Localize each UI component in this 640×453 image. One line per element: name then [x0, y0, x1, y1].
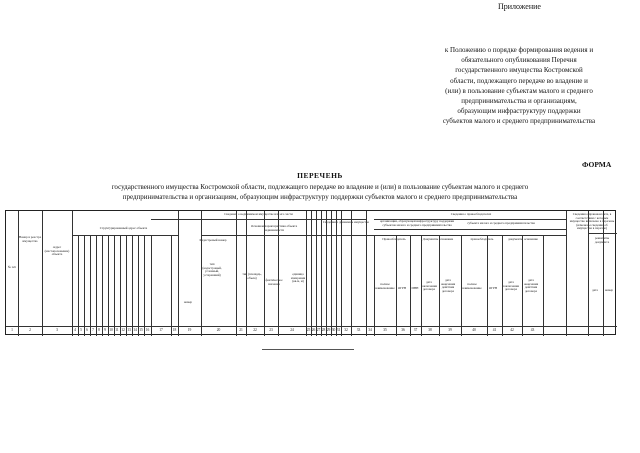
- sub-header: дата заключения договора: [503, 280, 519, 292]
- table-column-rule: [78, 235, 79, 336]
- sub-header: дата заключения договора: [421, 280, 437, 292]
- appendix-text: [414, 45, 624, 127]
- header-legal-act: Сведения о правовом акте, в соответствии с которым имущество включено в перечень (изменены сведения об имуществе в перечне): [569, 212, 615, 231]
- column-number: 23: [269, 328, 273, 332]
- table-column-rule: [410, 235, 411, 336]
- column-number: 13: [127, 328, 131, 332]
- sub-header: тип (площадь, объем): [242, 272, 262, 280]
- column-number: 4: [74, 328, 76, 332]
- header-address: Адрес (местоположение) объекта: [44, 245, 70, 257]
- appendix-line: обязательного опубликования Перечня: [461, 56, 577, 65]
- table-column-rule: [72, 211, 73, 336]
- column-number: 35: [383, 328, 387, 332]
- appendix-line: образующим инфраструктуру поддержки: [457, 107, 581, 116]
- table-row-rule: [201, 235, 566, 236]
- sub-header: единица измерения (кв.м, м): [290, 272, 306, 284]
- column-number: 2: [29, 328, 31, 332]
- table-column-rule: [461, 235, 462, 336]
- header-characteristics: Основная характеристика объекта недвижимости: [250, 224, 298, 232]
- column-number: 11: [115, 328, 119, 332]
- table-column-rule: [351, 211, 352, 336]
- column-number: 24: [290, 328, 294, 332]
- column-number: 43: [530, 328, 535, 332]
- table-column-rule: [126, 235, 127, 336]
- sub-header: номер: [183, 300, 193, 304]
- sub-header: полное наименование: [375, 282, 395, 290]
- column-number: 40: [472, 328, 476, 332]
- document-heading: [0, 171, 640, 203]
- column-number: 17: [159, 328, 163, 332]
- table-row-rule: [151, 219, 366, 220]
- column-number: 38: [428, 328, 432, 332]
- sub-header: ОГРН: [397, 286, 407, 290]
- table-column-rule: [316, 211, 317, 336]
- column-number: 31: [336, 328, 341, 332]
- sub-header: номер: [604, 288, 614, 292]
- header-holder-2: правообладатель: [470, 237, 494, 241]
- column-number: 25: [306, 328, 311, 332]
- column-number: 16: [145, 328, 150, 332]
- appendix-line: государственного имущества Костромской: [455, 66, 583, 75]
- appendix-line: к Положению о порядке формирования ведения и: [444, 46, 594, 54]
- header-index: № п/п: [7, 265, 17, 269]
- column-number: 5: [80, 328, 82, 332]
- table-row-rule: [72, 235, 178, 236]
- table-column-rule: [246, 211, 247, 336]
- table-column-rule: [566, 211, 567, 336]
- table-column-rule: [201, 211, 202, 336]
- column-number: 21: [239, 328, 243, 332]
- appendix-title: Приложение: [498, 2, 541, 11]
- header-movable: Сведения о движимом имуществе: [322, 220, 370, 224]
- column-number: 42: [510, 328, 514, 332]
- appendix-line: области, подлежащего передаче во владение и: [450, 76, 588, 85]
- column-number: 18: [172, 328, 177, 332]
- table-column-rule: [366, 211, 367, 336]
- table-column-rule: [588, 211, 589, 336]
- sub-header: полное наименование: [462, 282, 482, 290]
- table-column-rule: [374, 235, 375, 336]
- header-holder-1: Правообладатель: [382, 237, 406, 241]
- table-column-rule: [336, 211, 337, 336]
- column-number: 1: [11, 328, 13, 332]
- table-column-rule: [96, 235, 97, 336]
- column-number: 9: [104, 328, 106, 332]
- table-column-rule: [171, 235, 172, 336]
- table-column-rule: [42, 211, 43, 336]
- table-column-rule: [543, 235, 544, 336]
- header-docs-2: документы основание: [508, 237, 538, 241]
- document-subtitle-line: государственного имущества Костромской области, подлежащего передаче во владение и (или) в пользование субъектам малого и среднего: [111, 182, 529, 191]
- column-number: 22: [253, 328, 257, 332]
- header-infra-org: организации, образующей инфраструктуру поддержки субъектов малого и среднего предпринимательства: [379, 219, 455, 227]
- table-column-rule: [502, 235, 503, 336]
- column-number: 12: [121, 328, 125, 332]
- table-column-rule: [341, 211, 342, 336]
- column-number: 30: [331, 328, 336, 332]
- table-column-rule: [306, 211, 307, 336]
- table-column-rule: [90, 235, 91, 336]
- column-number: 27: [316, 328, 321, 332]
- table-column-rule: [421, 235, 422, 336]
- table-column-rule: [132, 235, 133, 336]
- header-address-group: Структурированный адрес объекта: [99, 226, 148, 230]
- sub-header: дата: [592, 288, 598, 292]
- table-column-rule: [108, 235, 109, 336]
- table-column-rule: [321, 211, 322, 336]
- table-column-rule: [120, 235, 121, 336]
- appendix-line: (или) в пользование субъектам малого и среднего: [445, 86, 593, 95]
- table-column-rule: [178, 211, 179, 336]
- column-number: 33: [356, 328, 361, 332]
- table-column-rule: [114, 235, 115, 336]
- table-column-rule: [522, 235, 523, 336]
- column-number: 29: [326, 328, 331, 332]
- table-column-rule: [151, 235, 152, 336]
- sub-header: ОГРН: [488, 286, 498, 290]
- signature-line: [262, 349, 354, 350]
- column-number: 32: [344, 328, 348, 332]
- table-row-rule: [374, 219, 566, 220]
- table-row-rule: [6, 326, 617, 327]
- column-number: 28: [321, 328, 326, 332]
- sub-header: дата окончания действия договора: [440, 278, 456, 293]
- header-registry-number: Номер в реестре имущества: [18, 235, 42, 243]
- table-column-rule: [326, 211, 327, 336]
- column-number: 34: [368, 328, 372, 332]
- registry-table: [5, 210, 616, 335]
- table-column-rule: [331, 211, 332, 336]
- sub-header: дата окончания действия договора: [523, 278, 539, 293]
- table-column-rule: [439, 235, 440, 336]
- header-doc-details: реквизиты документа: [594, 236, 610, 244]
- column-number: 19: [187, 328, 192, 332]
- table-column-rule: [84, 235, 85, 336]
- column-number: 36: [401, 328, 405, 332]
- sub-header: тип (кадастровый, условный, устаревший): [202, 262, 222, 277]
- document-title: ПЕРЕЧЕНЬ: [297, 171, 343, 180]
- column-number: 26: [311, 328, 316, 332]
- sub-header: ИНН: [411, 286, 419, 290]
- header-realty-group: Сведения о недвижимом имуществе или его части: [224, 212, 293, 216]
- table-column-rule: [102, 235, 103, 336]
- table-column-rule: [236, 211, 237, 336]
- column-number: 10: [109, 328, 113, 332]
- table-column-rule: [487, 235, 488, 336]
- column-number: 8: [98, 328, 100, 332]
- header-docs-1: Документы основание: [422, 237, 454, 241]
- header-sme: субъекта малого и среднего предпринимательства: [467, 221, 535, 225]
- document-subtitle-line: предпринимательства и организациям, образующим инфраструктуру поддержки субъектов малого и среднего предпринимательства: [122, 193, 518, 201]
- header-holders: Сведения о правообладателях: [450, 212, 492, 216]
- column-number: 14: [133, 328, 137, 332]
- sub-header: фактическое значение: [265, 278, 283, 286]
- column-number: 37: [413, 328, 418, 332]
- column-number: 7: [92, 328, 94, 332]
- table-row-rule: [374, 229, 566, 230]
- table-row-rule: [588, 233, 617, 234]
- table-column-rule: [396, 235, 397, 336]
- table-column-rule: [311, 211, 312, 336]
- appendix-line: предпринимательства и организациям,: [461, 97, 577, 106]
- column-number: 39: [448, 328, 452, 332]
- column-number: 15: [139, 328, 143, 332]
- table-column-rule: [603, 211, 604, 336]
- column-number: 20: [216, 328, 221, 332]
- column-number: 3: [56, 328, 58, 332]
- column-number: 41: [492, 328, 497, 332]
- column-number: 6: [86, 328, 88, 332]
- header-cadastral: Кадастровый номер: [199, 238, 227, 242]
- table-column-rule: [278, 211, 279, 336]
- table-column-rule: [144, 235, 145, 336]
- table-column-rule: [138, 235, 139, 336]
- table-column-rule: [264, 211, 265, 336]
- form-label: ФОРМА: [582, 160, 612, 169]
- appendix-line: субъектов малого и среднего предпринимательства: [442, 117, 596, 126]
- table-column-rule: [18, 211, 19, 336]
